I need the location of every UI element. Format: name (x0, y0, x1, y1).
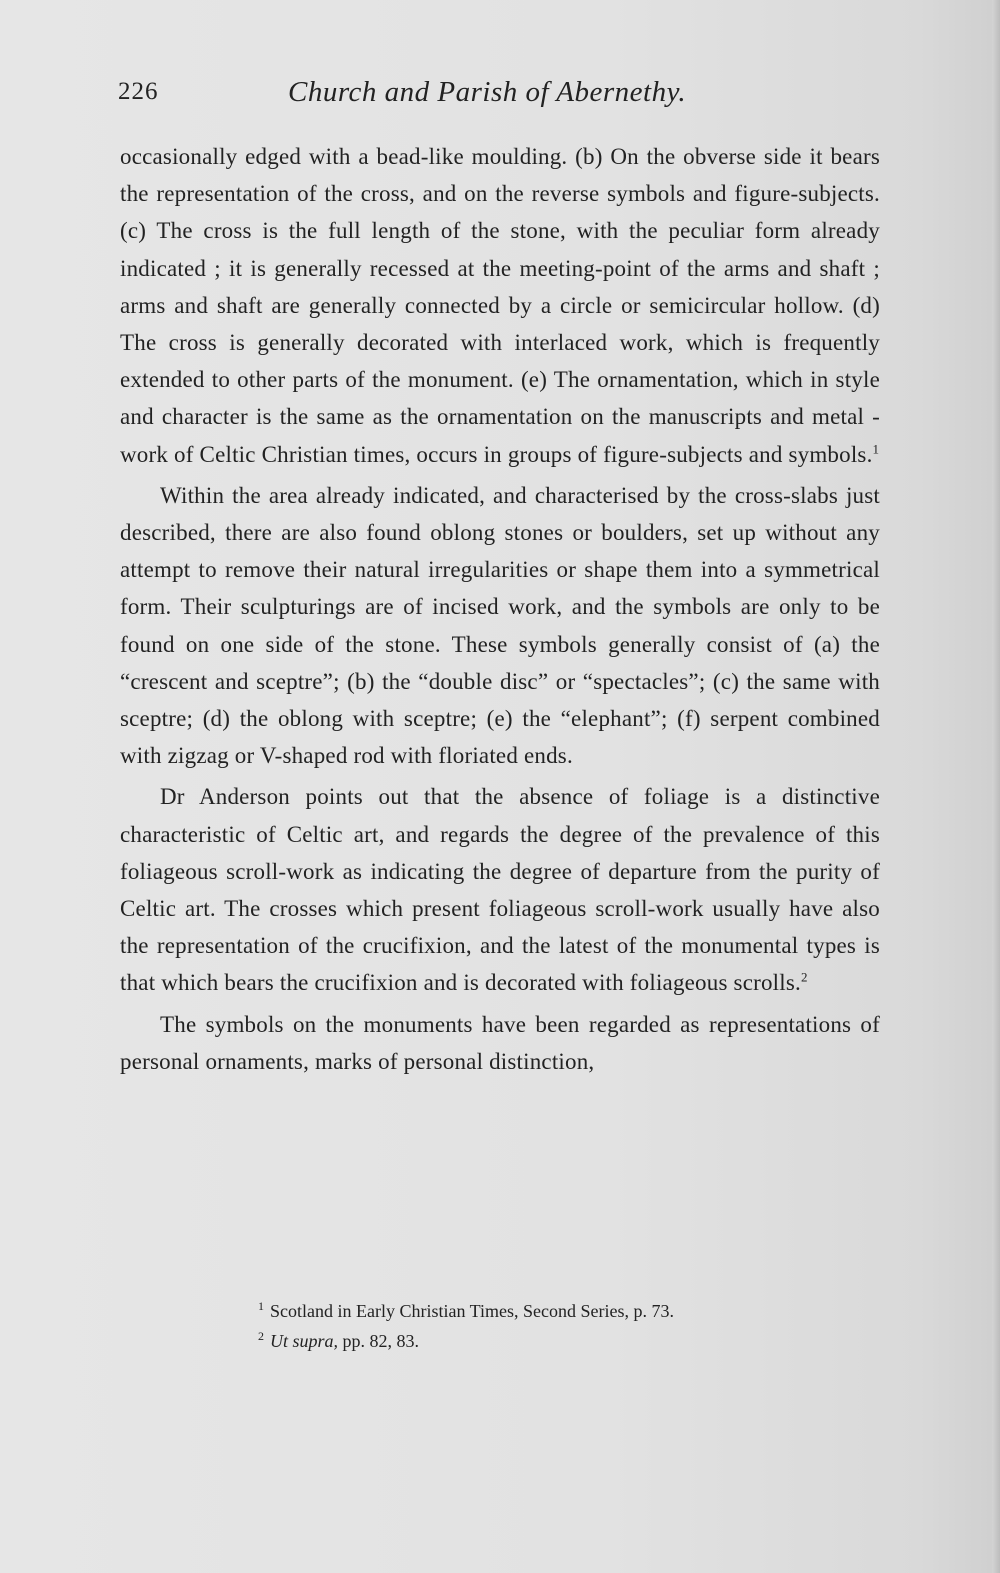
footnote-1-text: Scotland in Early Christian Times, Second Series, p. 73. (270, 1301, 674, 1321)
body-text (120, 138, 880, 1080)
footnote-2 (258, 1326, 878, 1356)
footnote-2-text: pp. 82, 83. (338, 1331, 420, 1351)
running-head (118, 78, 880, 118)
paragraph-1 (120, 138, 880, 473)
note-ref-1: 1 (872, 440, 880, 456)
paragraph-3-text: Dr Anderson points out that the absence of foliage is a distinctive characteristic of Celtic art, and regards the degree of the prevalence of this foliageous scroll-work as indicating the degree of departure from the purity of Celtic art. The crosses which present foliageous scroll-work usually have also the representation of the crucifixion, and the latest of the monumental types is that which bears the crucifixion and is decorated with foliageous scrolls. (120, 784, 880, 996)
running-title: Church and Parish of Abernethy. (288, 76, 687, 108)
footnote-1 (258, 1296, 878, 1326)
paragraph-2: Within the area already indicated, and characterised by the cross-slabs just described, there are also found oblong stones or boulders, set up without any attempt to remove their natural irregularities or shape them into a symmetrical form. Their sculpturings are of incised work, and the symbols are only to be found on one side of the stone. These symbols generally consist of (a) the “crescent and sceptre”; (b) the “double disc” or “spectacles”; (c) the same with sceptre; (d) the oblong with sceptre; (e) the “elephant”; (f) serpent combined with zigzag or V-shaped rod with floriated ends. (120, 482, 880, 769)
paragraph-1-text: occasionally edged with a bead-like moulding. (b) On the obverse side it bears the representation of the cross, and on the reverse symbols and figure-subjects. (c) The cross is the full length of the stone, with the peculiar form already indicated ; it is generally recessed at the meeting-point of the arms and shaft ; arms and shaft are generally connected by a circle or semicircular hollow. (d) The cross is generally decorated with interlaced work, which is frequently extended to other parts of the monument. (e) The ornamentation, which in style and character is the same as the ornamentation on the manuscripts and metal - work of Celtic Christian times, occurs in groups of figure-subjects and symbols. (120, 144, 880, 467)
footnote-1-mark: 1 (258, 1299, 264, 1313)
page-number: 226 (118, 78, 159, 105)
footnote-2-mark: 2 (258, 1329, 264, 1343)
footnote-2-italic: Ut supra, (270, 1331, 339, 1351)
footnotes (258, 1296, 878, 1356)
note-ref-2: 2 (800, 969, 808, 985)
paragraph-4: The symbols on the monuments have been regarded as representations of personal ornaments, marks of personal distinction, (120, 1011, 880, 1074)
page-edge (992, 0, 1000, 1573)
paragraph-3 (120, 778, 880, 1001)
